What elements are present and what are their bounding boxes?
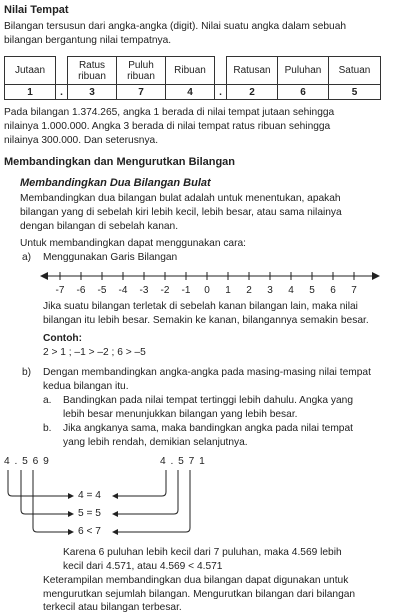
intro-line-2: bilangan bergantung nilai tempatnya.: [4, 35, 172, 46]
place-value-header-row: [5, 57, 381, 85]
comparison-result: 4 = 4: [78, 490, 101, 501]
section-title-membandingkan: Membandingkan dan Mengurutkan Bilangan: [4, 156, 236, 168]
header-ratusan: Ratusan: [227, 57, 278, 85]
number-line: [40, 268, 380, 298]
paragraph-line: bilangan yang di sebelah kiri lebih kecil, lebih besar, atau sama nilainya: [20, 207, 342, 218]
arrow-head-icon: [112, 511, 118, 517]
sublist-text-b: yang lebih rendah, demikian selanjutnya.: [63, 437, 248, 448]
number-line-label: -3: [139, 285, 149, 296]
number-line-label: 4: [288, 285, 294, 296]
number-line-label: -7: [55, 285, 65, 296]
digit-cell: 1: [5, 85, 56, 100]
sublist-text-b: Jika angkanya sama, maka bandingkan angka pada nilai tempat: [63, 423, 353, 434]
subsection-title: Membandingkan Dua Bilangan Bulat: [20, 177, 211, 189]
digit-cell: 6: [278, 85, 329, 100]
number-line-label: -2: [160, 285, 170, 296]
example-text: 2 > 1 ; –1 > –2 ; 6 > –5: [43, 347, 146, 358]
left-number: 4 . 5 6 9: [4, 456, 50, 467]
number-line-label: 6: [330, 285, 336, 296]
number-line-label: 2: [246, 285, 252, 296]
right-arrow-icon: [372, 272, 380, 280]
header-separator: [215, 57, 227, 85]
conclusion-line: Karena 6 puluhan lebih kecil dari 7 puluhan, maka 4.569 lebih: [63, 547, 342, 558]
number-line-label: -6: [76, 285, 86, 296]
intro-line-1: Bilangan tersusun dari angka-angka (digit). Nilai suatu angka dalam sebuah: [4, 21, 347, 32]
digit-cell: 7: [117, 85, 166, 100]
header-puluhan: Puluhan: [278, 57, 329, 85]
digit-cell: 5: [329, 85, 381, 100]
connector-thousands: [114, 470, 166, 496]
arrow-head-icon: [68, 529, 74, 535]
number-line-label: 0: [204, 285, 210, 296]
list-text-b: kedua bilangan itu.: [43, 381, 129, 392]
explanation-line-3: nilainya 300.000. Dan seterusnya.: [4, 135, 159, 146]
separator-dot: .: [56, 85, 68, 100]
header-ribuan: Ribuan: [166, 57, 215, 85]
number-line-label: -4: [118, 285, 128, 296]
connector-tens: [33, 470, 72, 532]
connector-thousands: [8, 470, 72, 496]
section-title-nilai-tempat: Nilai Tempat: [4, 4, 69, 16]
comparison-result: 5 = 5: [78, 508, 101, 519]
example-title: Contoh:: [43, 333, 83, 344]
digit-cell: 2: [227, 85, 278, 100]
paragraph-line: Untuk membandingkan dapat menggunakan cara:: [20, 238, 246, 249]
number-line-label: -5: [97, 285, 107, 296]
digit-cell: 3: [68, 85, 117, 100]
arrow-head-icon: [112, 529, 118, 535]
closing-line: mengurutkan sejumlah bilangan. Mengurutkan bilangan dari bilangan: [43, 589, 356, 600]
explanation-line-2: nilainya 1.000.000. Angka 3 berada di nilai tempat ratus ribuan sehingga: [4, 121, 331, 132]
sublist-text-a: lebih besar menunjukkan bilangan yang lebih besar.: [63, 409, 298, 420]
sublist-label-a: a.: [43, 395, 52, 406]
list-label-b: b): [22, 367, 32, 378]
sublist-label-b: b.: [43, 423, 52, 434]
arrow-head-icon: [68, 511, 74, 517]
paragraph-line: dengan bilangan di sebelah kanan.: [20, 221, 179, 232]
list-text-a: Menggunakan Garis Bilangan: [43, 252, 178, 263]
arrow-head-icon: [68, 493, 74, 499]
header-jutaan: Jutaan: [5, 57, 56, 85]
header-ratus-ribuan: Ratus ribuan: [68, 57, 117, 85]
place-value-table: [4, 56, 381, 100]
list-label-a: a): [22, 252, 32, 263]
number-line-label: 3: [267, 285, 273, 296]
number-line-label: 1: [225, 285, 231, 296]
place-value-digit-row: [5, 85, 381, 100]
connector-hundreds: [114, 470, 178, 514]
closing-line: terkecil atau bilangan terbesar.: [43, 602, 182, 613]
paragraph-line: Membandingkan dua bilangan bulat adalah untuk menentukan, apakah: [20, 193, 341, 204]
separator-dot: .: [215, 85, 227, 100]
list-text-b: Dengan membandingkan angka-angka pada masing-masing nilai tempat: [43, 367, 371, 378]
connector-hundreds: [21, 470, 72, 514]
number-line-label: 7: [351, 285, 357, 296]
sublist-text-a: Bandingkan pada nilai tempat tertinggi lebih dahulu. Angka yang: [63, 395, 353, 406]
header-separator: [56, 57, 68, 85]
paragraph-line: bilangan itu lebih besar. Semakin ke kanan, bilangannya semakin besar.: [43, 315, 369, 326]
number-line-label: 5: [309, 285, 315, 296]
conclusion-line: kecil dari 4.571, atau 4.569 < 4.571: [63, 561, 223, 572]
comparison-arrows: [0, 466, 220, 546]
right-number: 4 . 5 7 1: [160, 456, 206, 467]
arrow-head-icon: [112, 493, 118, 499]
left-arrow-icon: [40, 272, 48, 280]
comparison-result: 6 < 7: [78, 526, 101, 537]
header-puluh-ribuan: Puluh ribuan: [117, 57, 166, 85]
digit-cell: 4: [166, 85, 215, 100]
closing-line: Keterampilan membandingkan dua bilangan dapat digunakan untuk: [43, 575, 349, 586]
explanation-line-1: Pada bilangan 1.374.265, angka 1 berada di nilai tempat jutaan sehingga: [4, 107, 335, 118]
number-line-label: -1: [181, 285, 191, 296]
paragraph-line: Jika suatu bilangan terletak di sebelah kanan bilangan lain, maka nilai: [43, 301, 358, 312]
header-satuan: Satuan: [329, 57, 381, 85]
connector-tens: [114, 470, 190, 532]
